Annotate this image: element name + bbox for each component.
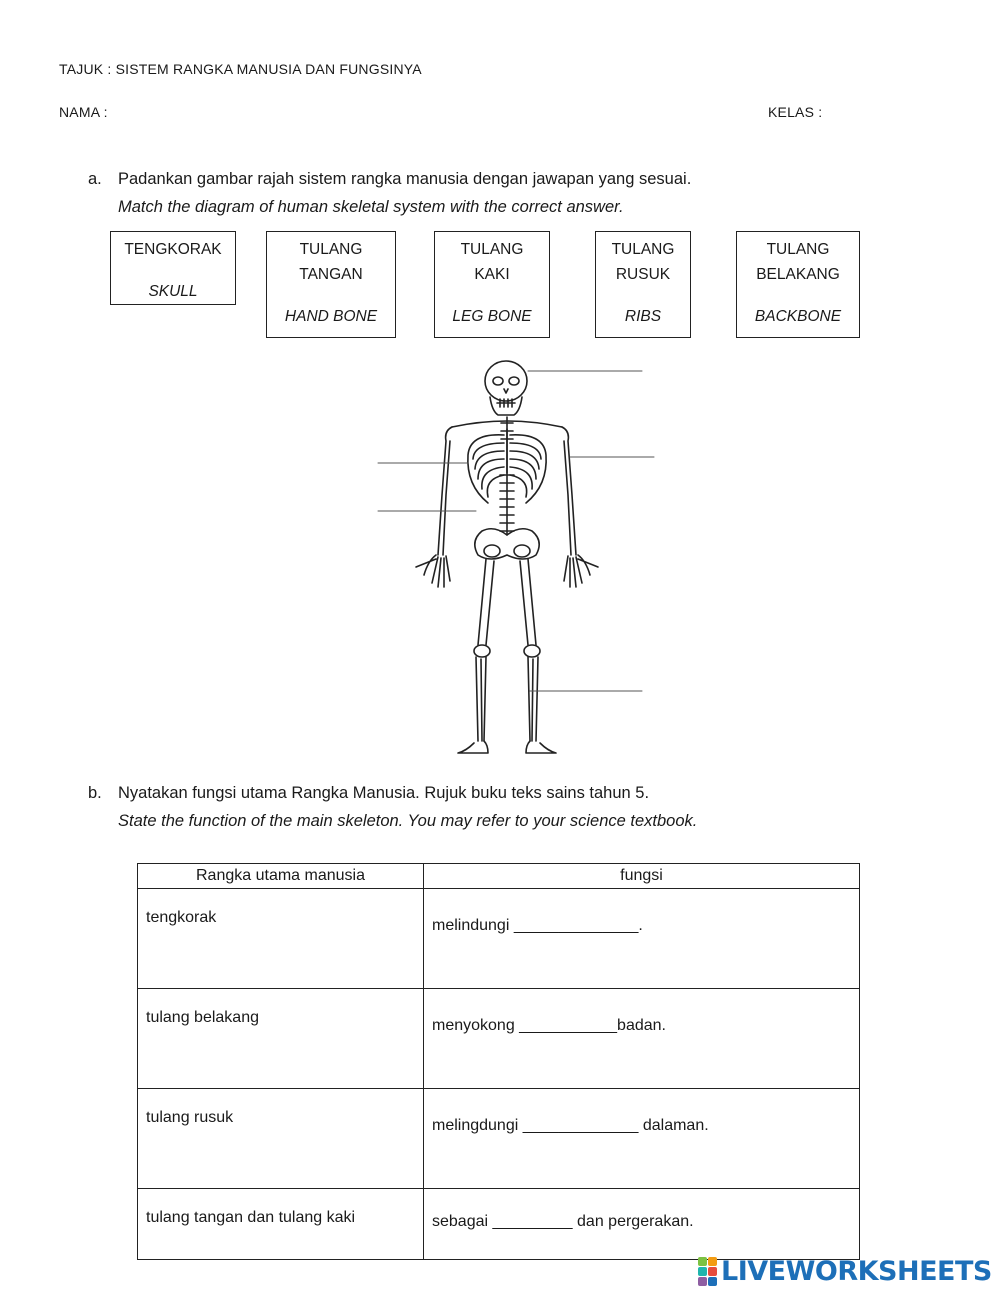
answer-box-english: LEG BONE [452, 308, 532, 325]
answer-box-skull[interactable] [110, 231, 236, 305]
section-a-instruction-ms: Padankan gambar rajah sistem rangka manusia dengan jawapan yang sesuai. [118, 170, 692, 188]
answer-box-label: RUSUK [615, 266, 671, 283]
answer-box-english: RIBS [624, 308, 662, 325]
answer-box-label: TULANG [611, 241, 675, 258]
answer-box-label: TENGKORAK [124, 241, 222, 258]
logo-wordmark: LIVEWORKSHEETS [721, 1256, 992, 1287]
answer-box-label: KAKI [474, 266, 510, 283]
answer-box-label: TULANG [299, 241, 363, 258]
table-cell-function[interactable]: melingdungi _____________ dalaman. [424, 1089, 860, 1189]
answer-box-label: TANGAN [299, 266, 363, 283]
page-title: TAJUK : SISTEM RANGKA MANUSIA DAN FUNGSINYA [59, 61, 422, 77]
table-row [138, 989, 860, 1089]
answer-box-ribs[interactable] [595, 231, 691, 338]
table-header-row [138, 864, 860, 889]
leg-bones-illustration [458, 559, 556, 753]
table-header-part: Rangka utama manusia [138, 864, 424, 889]
answer-box-label: TULANG [460, 241, 524, 258]
answer-box-label: TULANG [766, 241, 830, 258]
answer-box-english: HAND BONE [284, 308, 378, 325]
table-cell-function[interactable]: menyokong ___________badan. [424, 989, 860, 1089]
section-b-instruction-ms: Nyatakan fungsi utama Rangka Manusia. Rujuk buku teks sains tahun 5. [118, 784, 650, 802]
section-a-number: a. [88, 170, 102, 188]
table-row [138, 1089, 860, 1189]
function-table [137, 863, 860, 1260]
table-cell-part: tulang belakang [138, 989, 424, 1089]
label-lines [378, 371, 654, 691]
table-cell-part: tulang tangan dan tulang kaki [138, 1189, 424, 1260]
logo-mark-icon [698, 1257, 717, 1286]
answer-box-backbone[interactable] [736, 231, 860, 338]
class-label: KELAS : [768, 104, 823, 120]
table-cell-function[interactable]: melindungi ______________. [424, 889, 860, 989]
name-label: NAMA : [59, 104, 108, 120]
table-header-function: fungsi [424, 864, 860, 889]
answer-box-leg-bone[interactable] [434, 231, 550, 338]
section-a-instruction-en: Match the diagram of human skeletal system with the correct answer. [118, 198, 624, 216]
table-cell-function[interactable]: sebagai _________ dan pergerakan. [424, 1189, 860, 1260]
liveworksheets-logo [698, 1256, 992, 1287]
section-b-number: b. [88, 784, 102, 802]
table-cell-part: tulang rusuk [138, 1089, 424, 1189]
answer-box-label: BELAKANG [756, 266, 840, 283]
section-b-instruction-en: State the function of the main skeleton. You may refer to your science textbook. [118, 812, 698, 830]
skeleton-diagram [370, 355, 660, 765]
skull-illustration [485, 361, 527, 415]
answer-box-hand-bone[interactable] [266, 231, 396, 338]
answer-box-english: BACKBONE [754, 308, 842, 325]
table-cell-part: tengkorak [138, 889, 424, 989]
answer-box-english: SKULL [148, 283, 198, 300]
table-row [138, 1189, 860, 1260]
table-row [138, 889, 860, 989]
